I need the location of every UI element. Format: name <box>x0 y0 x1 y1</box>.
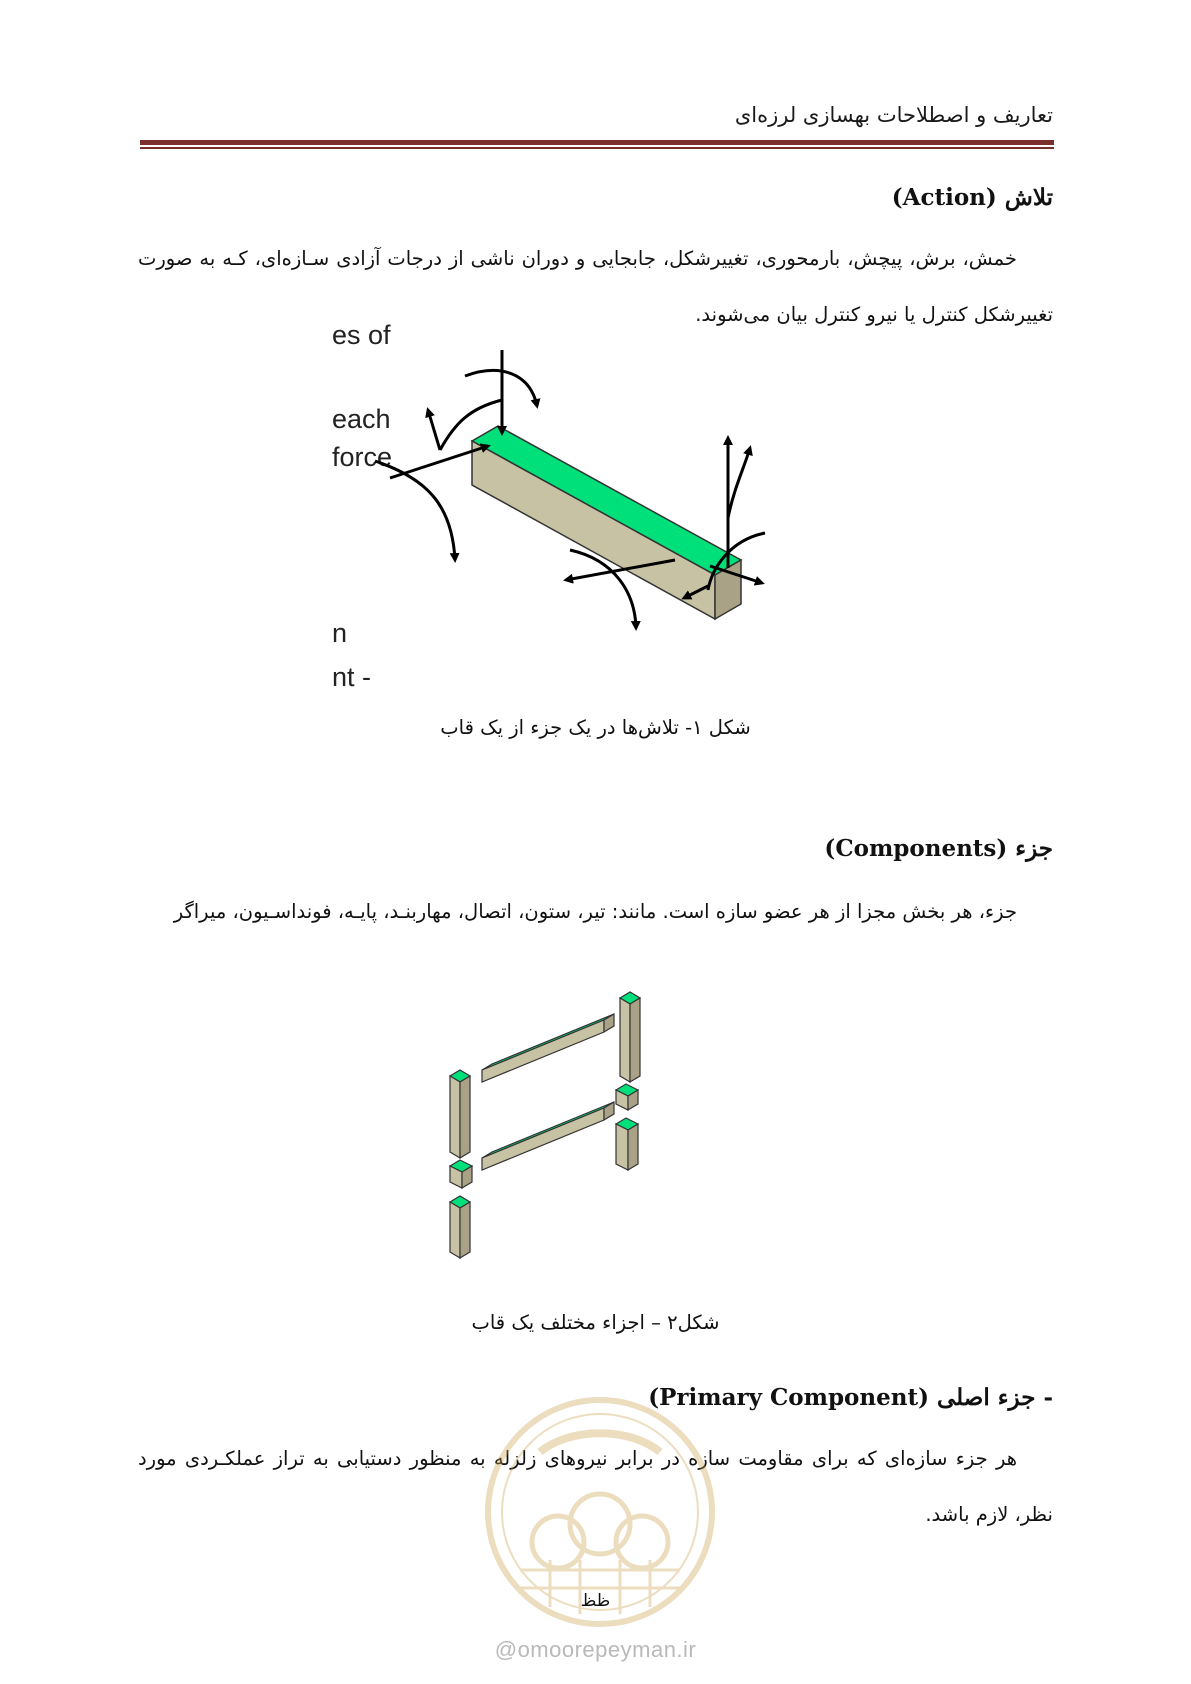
section-heading-action: تلاش (Action) <box>891 184 1053 211</box>
figure-1 <box>330 320 810 698</box>
figure-1-fragment-1: es of <box>332 320 391 350</box>
joint-right <box>616 1084 638 1110</box>
arrow-right-rotation-top <box>728 448 750 518</box>
beam-lower <box>482 1102 614 1170</box>
watermark-text: @omoorepeyman.ir <box>494 1637 697 1662</box>
column-left-bottom <box>450 1196 470 1258</box>
figure-1-fragment-3: force <box>332 442 393 472</box>
figure-1-fragment-2: each <box>332 404 391 434</box>
column-left-top <box>450 1070 470 1158</box>
beam-upper <box>482 1014 614 1082</box>
page-number: ظظ <box>580 1591 611 1611</box>
section-heading-primary: - جزء اصلی (Primary Component) <box>648 1384 1053 1411</box>
header-rule-thick <box>140 140 1054 145</box>
arrow-left-diagonal-up <box>428 410 440 450</box>
paragraph-action-text: خمش، برش، پیچش، بارمحوری، تغییرشکل، جابجایی و دوران ناشی از درجات آزادی سـازه‌ای، کـه به صورت تغییرشکل کنترل یا نیرو کنترل بیان می‌شوند. <box>138 247 1053 326</box>
running-header: تعاریف و اصطلاحات بهسازی لرزه‌ای <box>734 103 1053 127</box>
frame-components-diagram <box>440 990 670 1270</box>
joint-left <box>450 1160 472 1188</box>
paragraph-primary-text: هر جزء سازه‌ای که برای مقاومت سازه در برابر نیروهای زلزله به منظور دستیابی به تراز عملکـردی مورد نظر، لازم باشد. <box>138 1447 1053 1526</box>
arrow-left-rotation-bottom <box>375 461 455 560</box>
beam-forces-diagram <box>330 328 810 698</box>
paragraph-components <box>138 884 1053 940</box>
figure-1-caption: شکل ۱- تلاش‌ها در یک جزء از یک قاب <box>440 716 751 739</box>
column-right-bottom <box>616 1118 638 1170</box>
section-heading-components: جزء (Components) <box>824 835 1053 862</box>
figure-2-caption: شکل۲ – اجزاء مختلف یک قاب <box>471 1311 720 1334</box>
header-rule-thin <box>140 147 1054 149</box>
figure-1-fragment-5: nt - <box>332 662 372 692</box>
paragraph-components-text: جزء، هر بخش مجزا از هر عضو سازه است. مانند: تیر، ستون، اتصال، مهاربنـد، پایـه، فونداسـیون، میراگر <box>173 900 1017 923</box>
column-right-top <box>620 992 640 1082</box>
paragraph-action <box>138 231 1053 343</box>
figure-1-fragment-4: n <box>332 618 348 648</box>
